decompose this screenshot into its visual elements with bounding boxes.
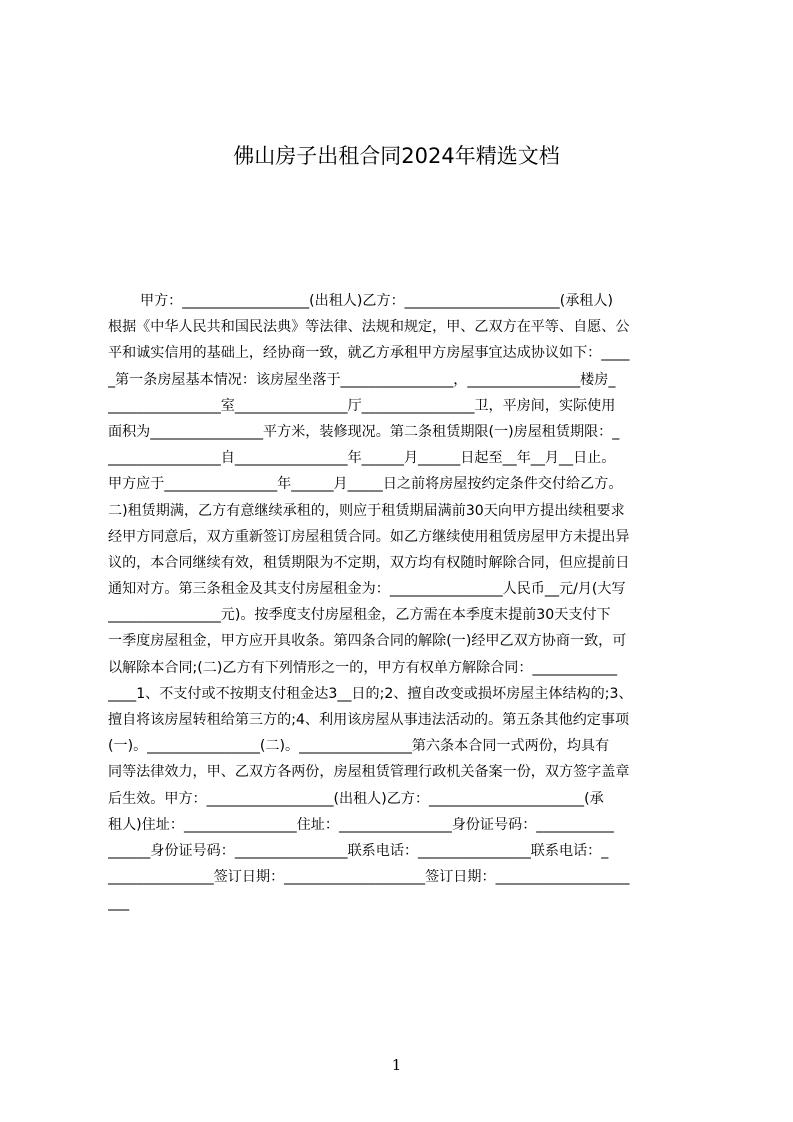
body-line: 一季度房屋租金，甲方应开具收条。第四条合同的解除(一)经甲乙双方协商一致，可 bbox=[108, 633, 627, 650]
body-line: 面积为________________平方米，装修现况。第二条租赁期限(一)房屋租赁期限：_ bbox=[108, 423, 620, 440]
body-line: 议的，本合同继续有效，租赁期限为不定期，双方均有权随时解除合同，但应提前日 bbox=[108, 554, 630, 571]
body-line: _第一条房屋基本情况：该房屋坐落于________________，________________楼房_ bbox=[108, 371, 616, 388]
document-title: 佛山房子出租合同2024年精选文档 bbox=[233, 144, 560, 168]
body-line: 同等法律效力，甲、乙双方各两份，房屋租赁管理行政机关备案一份，双方签字盖章 bbox=[108, 764, 630, 781]
contract-body bbox=[108, 288, 698, 917]
body-line: ______身份证号码：________________联系电话：________________联系电话：_ bbox=[108, 842, 609, 859]
body-line: 以解除本合同;(二)乙方有下列情形之一的，甲方有权单方解除合同：____________ bbox=[108, 659, 618, 676]
body-line: 根据《中华人民共和国民法典》等法律、法规和规定，甲、乙双方在平等、自愿、公 bbox=[108, 319, 630, 336]
body-line: 甲方应于________________年______月_____日之前将房屋按约定条件交付给乙方。 bbox=[108, 476, 623, 493]
body-line: 擅自将该房屋转租给第三方的;4、利用该房屋从事违法活动的。第五条其他约定事项 bbox=[108, 712, 630, 728]
body-line: 平和诚实信用的基础上，经协商一致，就乙方承租甲方房屋事宜达成协议如下：____ bbox=[108, 345, 630, 362]
body-line: 后生效。甲方：__________________(出租人)乙方：______________________(承 bbox=[108, 790, 604, 807]
body-line: 经甲方同意后，双方重新签订房屋租赁合同。如乙方继续使用租赁房屋甲方未提出异 bbox=[108, 528, 630, 545]
body-line: 二)租赁期满，乙方有意继续承租的，则应于租赁期届满前30天向甲方提出续租要求 bbox=[108, 502, 625, 519]
body-line: ________________元)。按季度支付房屋租金，乙方需在本季度末提前30天支付下 bbox=[108, 607, 611, 624]
body-line: ____1、不支付或不按期支付租金达3__日的;2、擅自改变或损坏房屋主体结构的;3、 bbox=[108, 685, 633, 702]
body-line: ________________室________________厅________________卫，平房间，实际使用 bbox=[108, 397, 616, 414]
page-number: 1 bbox=[391, 1056, 402, 1074]
body-line: ________________自________________年______月______日起至__年__月__日止。 bbox=[108, 450, 616, 467]
body-line: 甲方：__________________(出租人)乙方：______________________(承租人) bbox=[140, 293, 613, 309]
body-line: (一)。________________(二)。________________第六条本合同一式两份，均具有 bbox=[108, 738, 610, 755]
body-line: ___ bbox=[108, 895, 130, 912]
body-line: 租人)住址：________________住址：________________身份证号码：___________ bbox=[108, 816, 614, 833]
body-line: _______________签订日期：____________________签订日期：___________________ bbox=[108, 869, 630, 886]
body-line: 通知对方。第三条租金及其支付房屋租金为：________________人民币__元/月(大写 bbox=[108, 581, 626, 598]
